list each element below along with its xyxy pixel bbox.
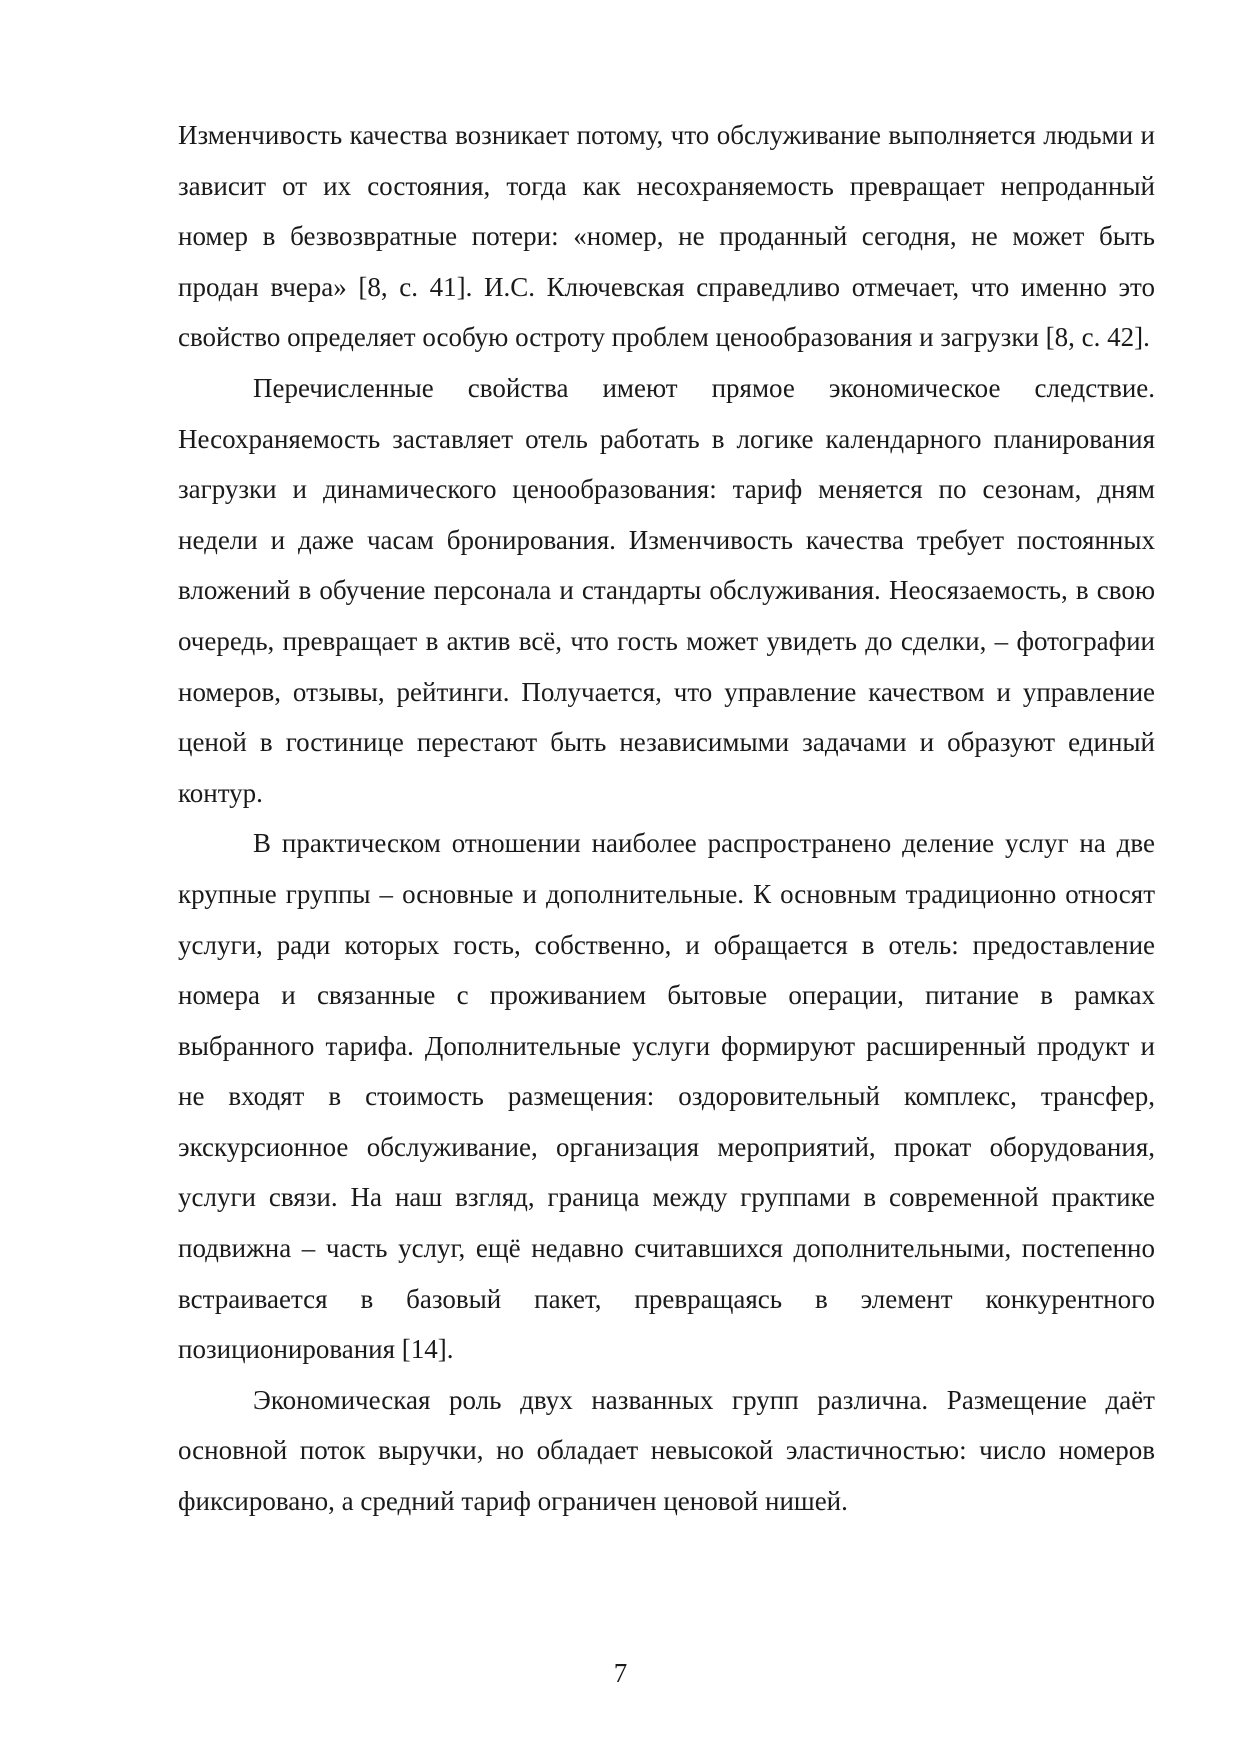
page-number: 7 <box>613 1658 628 1688</box>
paragraph-2: Перечисленные свойства имеют прямое экономическое следствие. Несохраняемость заставляет отель работать в логике календарного планирования загрузки и динамического ценообразования: тариф меняется по сезонам, дням недели и даже часам бронирования. Изменчивость качества требует постоянных вложений в обучение персонала и стандарты обслуживания. Неосязаемость, в свою очередь, превращает в актив всё, что гость может увидеть до сделки, – фотографии номеров, отзывы, рейтинги. Получается, что управление качеством и управление ценой в гостинице перестают быть независимыми задачами и образуют единый контур. <box>178 372 1155 808</box>
paragraph-3: В практическом отношении наиболее распространено деление услуг на две крупные группы – основные и дополнительные. К основным традиционно относят услуги, ради которых гость, собственно, и обращается в отель: предоставление номера и связанные с проживанием бытовые операции, питание в рамках выбранного тарифа. Дополнительные услуги формируют расширенный продукт и не входят в стоимость размещения: оздоровительный комплекс, трансфер, экскурсионное обслуживание, организация мероприятий, прокат оборудования, услуги связи. На наш взгляд, граница между группами в современной практике подвижна – часть услуг, ещё недавно считавшихся дополнительными, постепенно встраивается в базовый пакет, превращаясь в элемент конкурентного позиционирования [14]. <box>178 828 1155 1365</box>
paragraph-4: Экономическая роль двух названных групп различна. Размещение даёт основной поток выручки, но обладает невысокой эластичностью: число номеров фиксировано, а средний тариф ограничен ценовой нишей. <box>178 1384 1155 1517</box>
document-page <box>178 110 1155 1527</box>
paragraph-1: Изменчивость качества возникает потому, что обслуживание выполняется людьми и зависит от их состояния, тогда как несохраняемость превращает непроданный номер в безвозвратные потери: «номер, не проданный сегодня, не может быть продан вчера» [8, с. 41]. И.С. Ключевская справедливо отмечает, что именно это свойство определяет особую остроту проблем ценообразования и загрузки [8, с. 42]. <box>178 120 1155 353</box>
